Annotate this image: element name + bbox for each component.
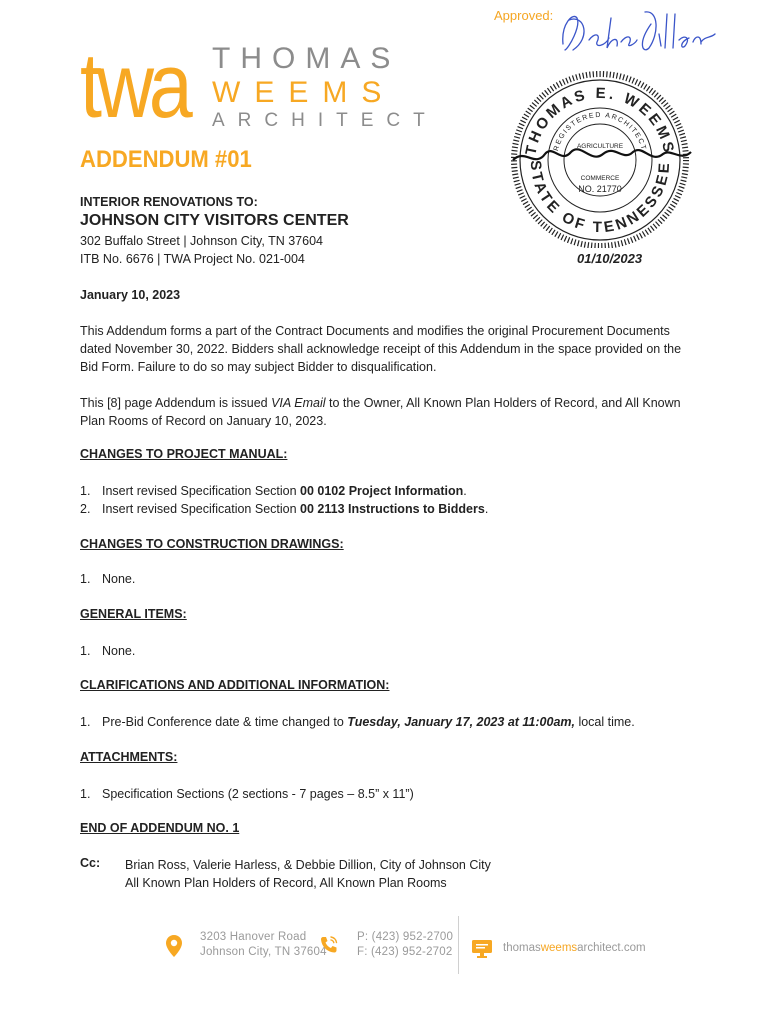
list-text: Insert revised Specification Section	[102, 484, 301, 498]
cc-recipients	[125, 856, 491, 892]
seal-bottom-text: STATE OF TENNESSEE	[526, 159, 674, 237]
footer-address-line-1: 3203 Hanover Road	[200, 931, 307, 943]
list-text: Insert revised Specification Section	[102, 502, 301, 516]
seal-date: 01/10/2023	[577, 251, 643, 266]
list-text: local time.	[574, 715, 635, 729]
heading-general-items: GENERAL ITEMS:	[80, 607, 187, 621]
project-name: JOHNSON CITY VISITORS CENTER	[80, 212, 349, 229]
footer-fax-number: F: (423) 952-2702	[357, 946, 453, 958]
project-itb: ITB No. 6676 | TWA Project No. 021-004	[80, 252, 305, 266]
list-item	[80, 570, 135, 588]
document-date: January 10, 2023	[80, 288, 181, 302]
footer-address	[200, 930, 327, 960]
phone-icon	[318, 934, 340, 956]
footer-web-mid: weems	[540, 942, 578, 954]
seal-number: NO. 21770	[578, 184, 622, 194]
heading-clarifications: CLARIFICATIONS AND ADDITIONAL INFORMATION:	[80, 678, 390, 692]
list-item	[80, 713, 635, 731]
list-number: 1.	[80, 644, 91, 658]
footer-address-line-2: Johnson City, TN 37604	[200, 946, 327, 958]
list-text: None.	[102, 644, 136, 658]
p2-text-b: to the Owner, All Known Plan Holders of Record, and All Known Plan Rooms of Record on January 10, 2023.	[80, 396, 681, 428]
heading-end-of-addendum: END OF ADDENDUM NO. 1	[80, 821, 240, 835]
footer-phone-number: P: (423) 952-2700	[357, 931, 454, 943]
list-item	[80, 785, 414, 803]
seal-top-text: THOMAS E. WEEMS	[522, 84, 678, 157]
addendum-title: ADDENDUM #01	[80, 146, 252, 173]
logo-weems: WEEMS	[212, 76, 396, 109]
cc-label: Cc:	[80, 856, 101, 870]
list-number: 1.	[80, 572, 91, 586]
list-number: 2.	[80, 502, 91, 516]
p2-via-email: VIA Email	[271, 396, 326, 410]
list-text: .	[463, 484, 467, 498]
list-item	[80, 482, 467, 500]
seal-agriculture: AGRICULTURE	[576, 143, 624, 150]
cc-line-2: All Known Plan Holders of Record, All Known Plan Rooms	[125, 876, 447, 890]
logo-thomas: THOMAS	[212, 42, 401, 75]
approved-label: Approved:	[494, 8, 554, 23]
logo-architect: ARCHITECT	[212, 110, 438, 131]
list-text: .	[484, 502, 489, 516]
list-number: 1.	[80, 787, 91, 801]
approval-signature	[555, 4, 725, 64]
paragraph-issue	[80, 394, 692, 430]
footer-web-post: architect.com	[577, 942, 646, 954]
list-number: 1.	[80, 484, 91, 498]
seal-commerce: COMMERCE	[580, 175, 620, 182]
footer-web-pre: thomas	[503, 942, 541, 954]
p2-text-a: This [8] page Addendum is issued	[80, 396, 272, 410]
project-address: 302 Buffalo Street | Johnson City, TN 37604	[80, 234, 323, 248]
list-text: None.	[102, 572, 136, 586]
heading-attachments: ATTACHMENTS:	[80, 750, 178, 764]
cc-line-1: Brian Ross, Valerie Harless, & Debbie Dillion, City of Johnson City	[125, 858, 491, 872]
list-bold-text: 00 0102 Project Information	[300, 484, 464, 498]
location-pin-icon	[165, 934, 183, 958]
list-text: Specification Sections (2 sections - 7 pages – 8.5” x 11”)	[102, 787, 414, 801]
list-bold-text: Tuesday, January 17, 2023 at 11:00am,	[347, 715, 575, 729]
logo-wordmark	[212, 44, 438, 130]
list-item	[80, 642, 135, 660]
heading-drawings: CHANGES TO CONSTRUCTION DRAWINGS:	[80, 537, 344, 551]
list-number: 1.	[80, 715, 91, 729]
list-text: Pre-Bid Conference date & time changed to	[102, 715, 348, 729]
footer-phone	[357, 930, 453, 960]
seal-inner-text: REGISTERED ARCHITECT	[552, 111, 648, 152]
monitor-icon	[471, 939, 493, 959]
heading-project-manual: CHANGES TO PROJECT MANUAL:	[80, 447, 288, 461]
footer-website[interactable]	[503, 942, 646, 954]
list-bold-text: 00 2113 Instructions to Bidders	[300, 502, 485, 516]
architect-seal	[505, 68, 695, 248]
list-item	[80, 500, 488, 518]
project-intro: INTERIOR RENOVATIONS TO:	[80, 195, 258, 209]
paragraph-intro: This Addendum forms a part of the Contract Documents and modifies the original Procurement Documents dated November 30, 2022. Bidders shall acknowledge receipt of this Addendum in the space provided on the Bid Form. Failure to do so may subject Bidder to disqualification.	[80, 324, 682, 374]
twa-logo-mark: twa	[80, 35, 188, 137]
footer-divider	[458, 916, 459, 974]
